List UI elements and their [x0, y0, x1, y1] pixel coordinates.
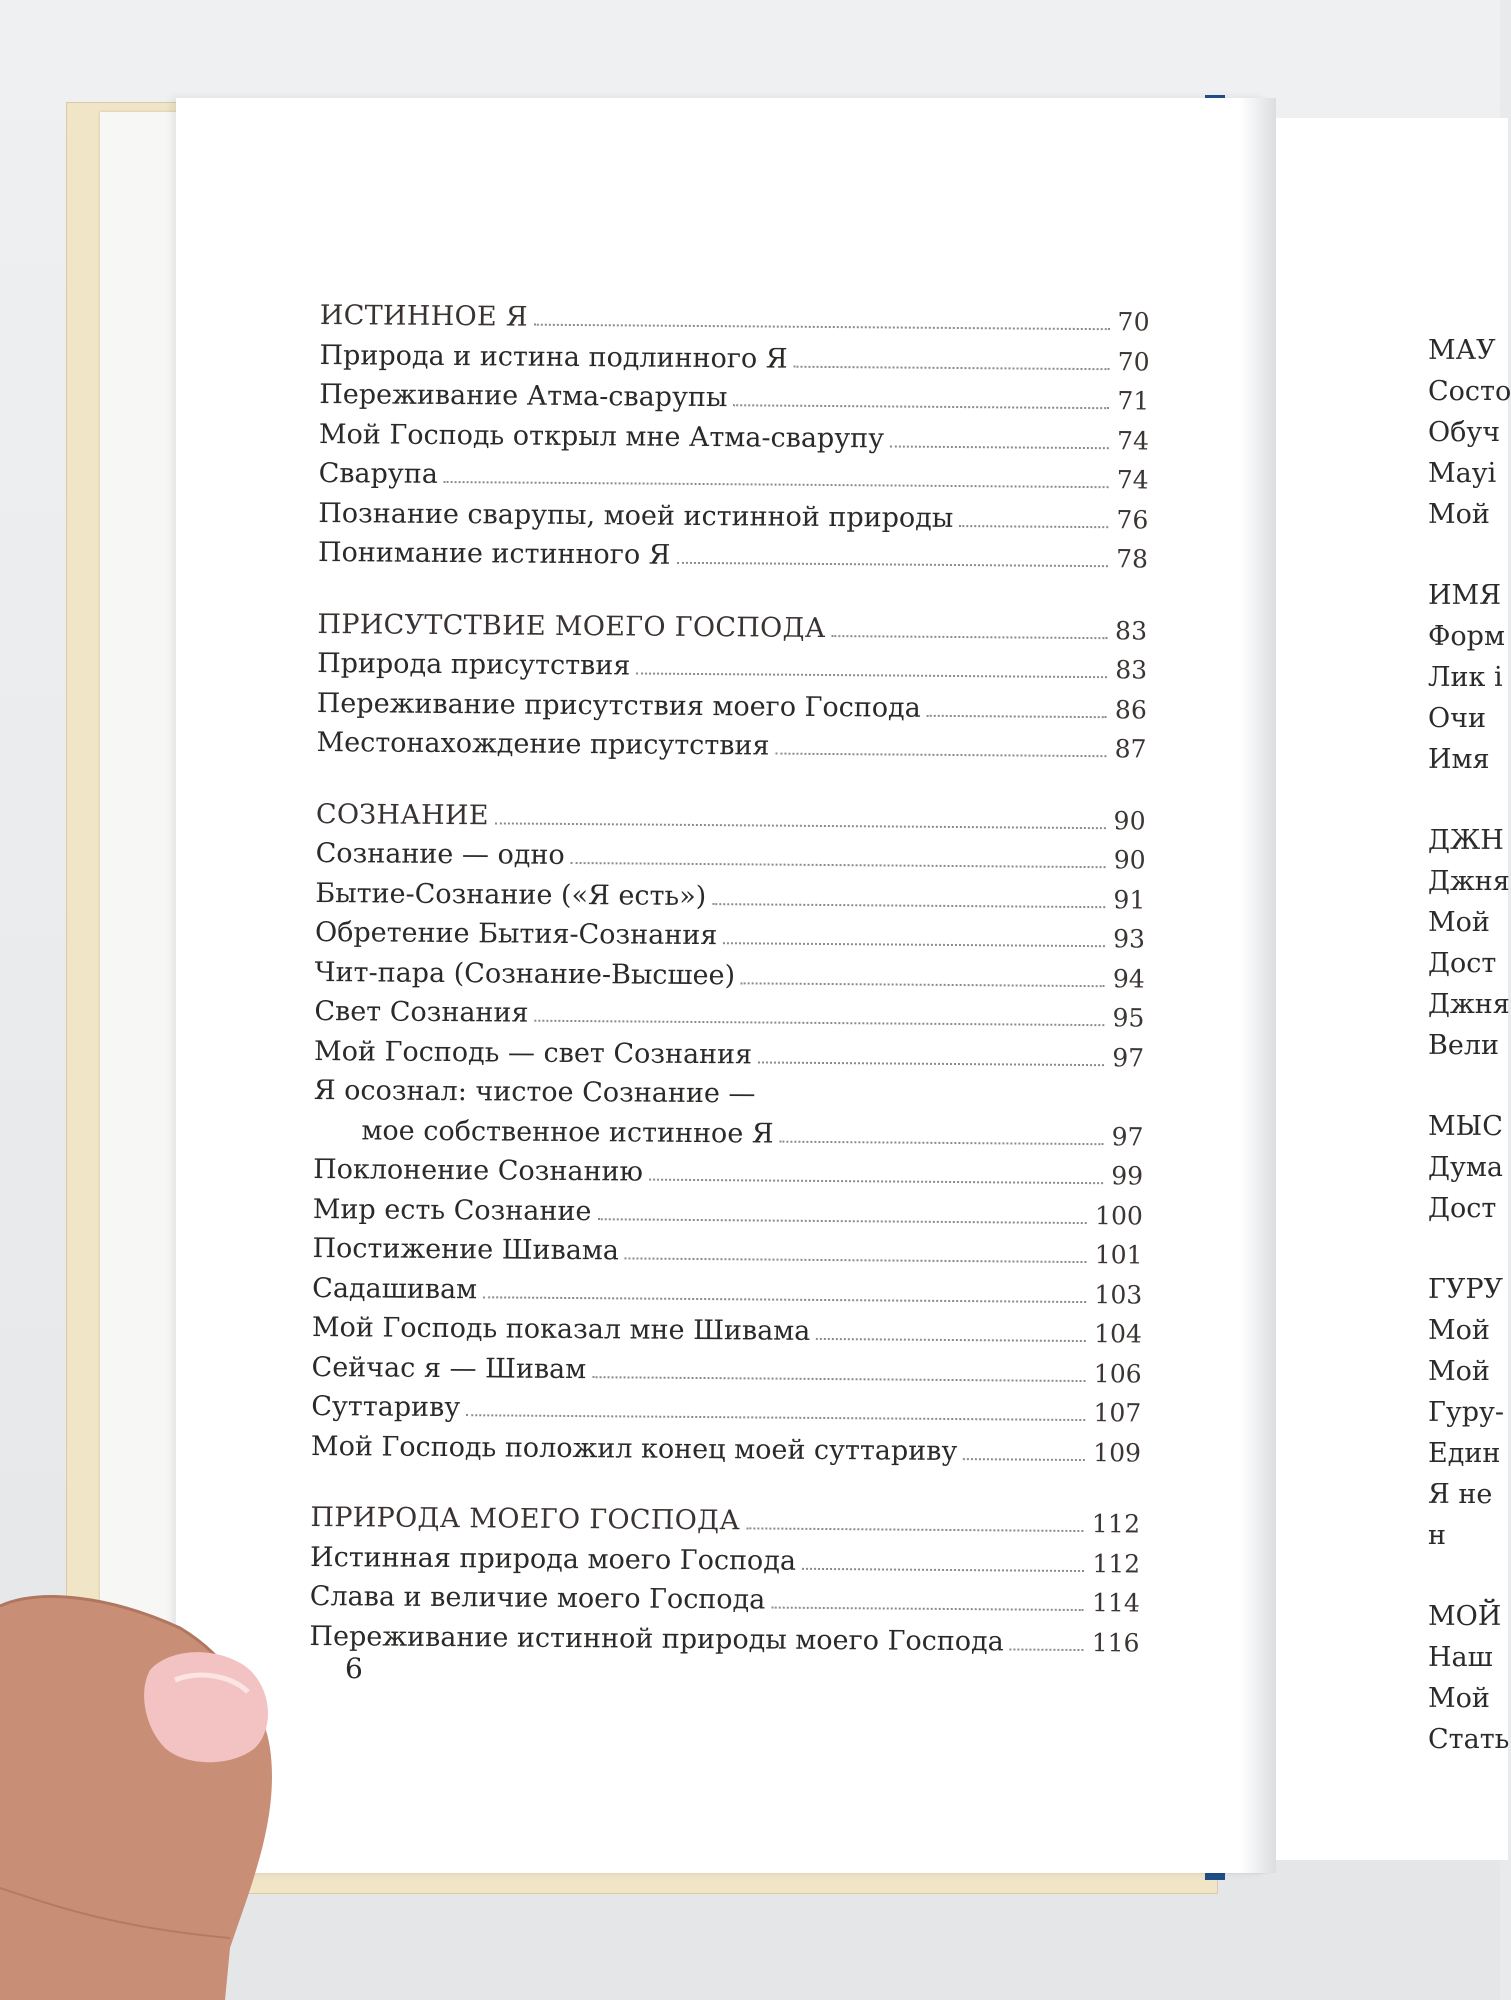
- right-page-line: ГУРУ: [1428, 1274, 1504, 1305]
- toc-entry: [311, 1391, 1141, 1437]
- toc-entry-title: Природа присутствия: [317, 647, 631, 682]
- toc-entry-title: Слава и величие моего Господа: [309, 1580, 766, 1616]
- toc-heading-title: СОЗНАНИЕ: [315, 798, 489, 831]
- toc-entry: [311, 1430, 1141, 1476]
- toc-section-heading: [317, 608, 1147, 654]
- toc-page-number: 106: [1093, 1358, 1142, 1388]
- toc-entry: [314, 996, 1144, 1042]
- toc-entry: [318, 537, 1148, 583]
- toc-page-number: 83: [1114, 615, 1148, 646]
- toc-section: [318, 300, 1150, 583]
- right-page-line: Я не: [1428, 1479, 1493, 1510]
- right-page-line: МОЙ: [1428, 1601, 1502, 1632]
- right-page-line: н: [1428, 1520, 1446, 1551]
- toc-page-number: 101: [1094, 1240, 1143, 1270]
- right-page-line: МЫС: [1428, 1111, 1503, 1142]
- toc-section: [309, 1502, 1140, 1667]
- right-page-spacer: [1428, 1071, 1508, 1111]
- toc-entry: [315, 838, 1145, 884]
- toc-section: [316, 608, 1147, 773]
- toc-page-number: 93: [1113, 924, 1146, 954]
- toc-leader-dots: [495, 822, 1106, 829]
- right-page-line: Лик і: [1428, 662, 1503, 693]
- toc-leader-dots: [723, 942, 1105, 947]
- toc-entry: [310, 1541, 1140, 1587]
- right-page-line: Мой: [1428, 907, 1490, 938]
- toc-leader-dots: [466, 1414, 1085, 1421]
- toc-entry-title: Природа и истина подлинного Я: [319, 339, 788, 375]
- toc-entry: [312, 1233, 1142, 1279]
- toc-section-heading: [320, 300, 1150, 346]
- toc-leader-dots: [597, 1218, 1087, 1224]
- toc-leader-dots: [780, 1140, 1104, 1145]
- toc-page-number: 97: [1112, 1042, 1145, 1072]
- toc-leader-dots: [592, 1376, 1086, 1382]
- right-page-text: [1428, 335, 1511, 1765]
- toc-entry-title: Чит-пара (Сознание-Высшее): [314, 956, 736, 991]
- toc-leader-dots: [444, 481, 1109, 488]
- toc-leader-dots: [741, 982, 1105, 987]
- toc-leader-dots: [959, 525, 1108, 528]
- toc-leader-dots: [733, 404, 1109, 409]
- right-page-line: Мауі: [1428, 458, 1497, 489]
- toc-entry-title: мое собственное истинное Я: [361, 1114, 774, 1150]
- toc-entry: [310, 1581, 1140, 1627]
- right-page-line: Мой: [1428, 1356, 1490, 1387]
- toc-leader-dots: [771, 1607, 1084, 1611]
- toc-page-number: 112: [1092, 1548, 1141, 1578]
- toc-leader-dots: [712, 903, 1105, 908]
- right-page-line: Обуч: [1428, 417, 1501, 448]
- toc-page-number: 94: [1112, 963, 1145, 993]
- toc-entry: [314, 1075, 1144, 1121]
- right-page-line: Стать: [1428, 1724, 1510, 1755]
- toc-page-number: 104: [1094, 1319, 1143, 1349]
- toc-leader-dots: [649, 1179, 1103, 1185]
- toc-entry: [311, 1351, 1141, 1397]
- toc-leader-dots: [625, 1257, 1087, 1263]
- toc-page-number: 70: [1117, 346, 1150, 377]
- right-page-line: Джня: [1428, 989, 1510, 1020]
- toc-page-number: 86: [1114, 694, 1147, 725]
- toc-entry: [319, 339, 1149, 385]
- toc-entry-title: Поклонение Сознанию: [313, 1153, 644, 1188]
- toc-entry-title: Обретение Бытия-Сознания: [314, 916, 718, 952]
- toc-entry: [314, 1035, 1144, 1081]
- right-page-spacer: [1428, 540, 1508, 580]
- right-page-line: Наш: [1428, 1642, 1493, 1673]
- right-page-spacer: [1428, 785, 1508, 825]
- toc-page-number: 107: [1093, 1398, 1142, 1428]
- toc-entry: [319, 379, 1149, 425]
- toc-entry: [315, 877, 1145, 923]
- toc-section-heading: [316, 798, 1146, 844]
- toc-page-number: 83: [1115, 655, 1148, 685]
- toc-entry-title: Познание сварупы, моей истинной природы: [318, 497, 954, 534]
- toc-entry: [309, 1620, 1139, 1666]
- toc-leader-dots: [636, 672, 1107, 678]
- toc-entry-title: Мир есть Сознание: [312, 1193, 592, 1227]
- right-page-line: Дост: [1428, 948, 1497, 979]
- right-page-line: Очи: [1428, 703, 1486, 734]
- toc-leader-dots: [534, 324, 1109, 331]
- toc-page-number: 112: [1091, 1509, 1141, 1539]
- right-page-spacer: [1428, 1561, 1508, 1601]
- book-gutter: [1240, 98, 1276, 1873]
- toc-entry: [316, 727, 1146, 773]
- toc-leader-dots: [1010, 1648, 1084, 1651]
- toc-entry: [313, 1193, 1143, 1239]
- toc-entry: [317, 687, 1147, 733]
- toc-leader-dots: [571, 862, 1106, 868]
- toc-entry-title: Сварупа: [318, 457, 438, 490]
- toc-entry-title: Свет Сознания: [314, 995, 529, 1029]
- toc-page-number: 74: [1116, 465, 1149, 495]
- toc-entry: [315, 956, 1145, 1002]
- toc-section: [311, 798, 1146, 1476]
- toc-section-heading: [310, 1502, 1140, 1548]
- toc-entry-title: Мой Господь показал мне Шивама: [311, 1311, 811, 1347]
- toc-entry-title: Понимание истинного Я: [317, 536, 671, 571]
- toc-heading-title: ПРИСУТСТВИЕ МОЕГО ГОСПОДА: [317, 608, 826, 644]
- right-page-line: Мой: [1428, 1683, 1490, 1714]
- right-page-line: Един: [1428, 1438, 1501, 1469]
- toc-entry-title: Бытие-Сознание («Я есть»): [315, 877, 707, 912]
- toc-entry-title: Переживание истинной природы моего Господа: [309, 1620, 1004, 1657]
- right-page-spacer: [1428, 1234, 1508, 1274]
- toc-leader-dots: [746, 1527, 1084, 1532]
- toc-page-number: 78: [1116, 544, 1149, 574]
- toc-page-number: 95: [1112, 1003, 1145, 1033]
- toc-entry-title: Мой Господь — свет Сознания: [313, 1035, 753, 1070]
- toc-leader-dots: [761, 1102, 1135, 1105]
- toc-entry: [313, 1154, 1143, 1200]
- toc-page-number: 99: [1111, 1161, 1144, 1191]
- toc-page-number: 87: [1114, 734, 1147, 764]
- table-of-contents: [309, 300, 1150, 1698]
- toc-page-number: 74: [1116, 425, 1150, 456]
- page-number: 6: [345, 1652, 363, 1685]
- toc-entry: [312, 1272, 1142, 1318]
- toc-heading-title: ПРИРОДА МОЕГО ГОСПОДА: [310, 1501, 741, 1537]
- right-page-line: Дума: [1428, 1152, 1503, 1183]
- toc-entry-title: Истинная природа моего Господа: [310, 1541, 797, 1577]
- toc-leader-dots: [794, 365, 1110, 369]
- toc-page-number: 100: [1095, 1200, 1143, 1230]
- right-page-line: МАУ: [1428, 335, 1496, 366]
- toc-leader-dots: [802, 1567, 1084, 1571]
- toc-leader-dots: [758, 1061, 1104, 1066]
- toc-leader-dots: [676, 562, 1108, 567]
- toc-entry: [313, 1114, 1143, 1160]
- right-page-line: ДЖН: [1428, 825, 1504, 856]
- toc-entry-title: Переживание Атма-сварупы: [319, 378, 728, 414]
- hand-holding-book: [0, 1588, 300, 2000]
- right-page-line: Мой: [1428, 499, 1490, 530]
- toc-entry: [315, 917, 1145, 963]
- right-page-line: Вели: [1428, 1030, 1499, 1061]
- right-page-line: Состо: [1428, 376, 1511, 407]
- toc-page-number: 90: [1113, 805, 1147, 836]
- toc-entry: [317, 648, 1147, 694]
- toc-entry: [319, 418, 1149, 464]
- right-page-line: Джня: [1428, 866, 1510, 897]
- toc-leader-dots: [890, 445, 1109, 449]
- toc-entry-title: Сейчас я — Шивам: [311, 1351, 587, 1385]
- toc-leader-dots: [816, 1338, 1086, 1342]
- toc-entry: [312, 1312, 1142, 1358]
- right-page-line: ИМЯ: [1428, 580, 1501, 611]
- toc-entry-title: Мой Господь открыл мне Атма-сварупу: [318, 418, 885, 454]
- toc-entry: [318, 497, 1148, 543]
- toc-page-number: 116: [1091, 1627, 1140, 1657]
- toc-leader-dots: [775, 753, 1106, 758]
- toc-heading-title: ИСТИННОЕ Я: [319, 300, 529, 333]
- toc-page-number: 97: [1111, 1121, 1144, 1151]
- toc-entry-title: Постижение Шивама: [312, 1232, 620, 1267]
- toc-leader-dots: [483, 1296, 1086, 1303]
- toc-entry-title: Мой Господь положил конец моей суттариву: [310, 1430, 958, 1467]
- toc-entry-title: Переживание присутствия моего Господа: [316, 687, 921, 724]
- toc-entry-title: Сознание — одно: [315, 837, 565, 871]
- toc-entry-title: Местонахождение присутствия: [316, 726, 770, 762]
- toc-entry-title: Суттариву: [311, 1390, 461, 1424]
- toc-page-number: 71: [1117, 386, 1150, 416]
- toc-page-number: 76: [1116, 504, 1149, 535]
- toc-entry-title: Садашивам: [312, 1272, 478, 1305]
- right-page-line: Имя: [1428, 744, 1490, 775]
- toc-page-number: 114: [1091, 1588, 1140, 1618]
- right-page-line: Дост: [1428, 1193, 1497, 1224]
- toc-leader-dots: [963, 1458, 1085, 1461]
- right-page-line: Гуру-: [1428, 1397, 1505, 1428]
- toc-entry: [318, 458, 1148, 504]
- toc-page-number: 90: [1113, 845, 1146, 875]
- toc-leader-dots: [831, 635, 1106, 639]
- right-page-line: Мой: [1428, 1315, 1490, 1346]
- toc-page-number: 103: [1094, 1279, 1143, 1309]
- toc-entry-title: Я осознал: чистое Сознание —: [313, 1074, 756, 1110]
- toc-leader-dots: [534, 1020, 1104, 1026]
- toc-leader-dots: [927, 714, 1107, 717]
- right-page-line: Форм: [1428, 621, 1505, 652]
- toc-page-number: 70: [1117, 307, 1150, 337]
- toc-page-number: 91: [1113, 884, 1146, 914]
- toc-page-number: 109: [1093, 1437, 1142, 1467]
